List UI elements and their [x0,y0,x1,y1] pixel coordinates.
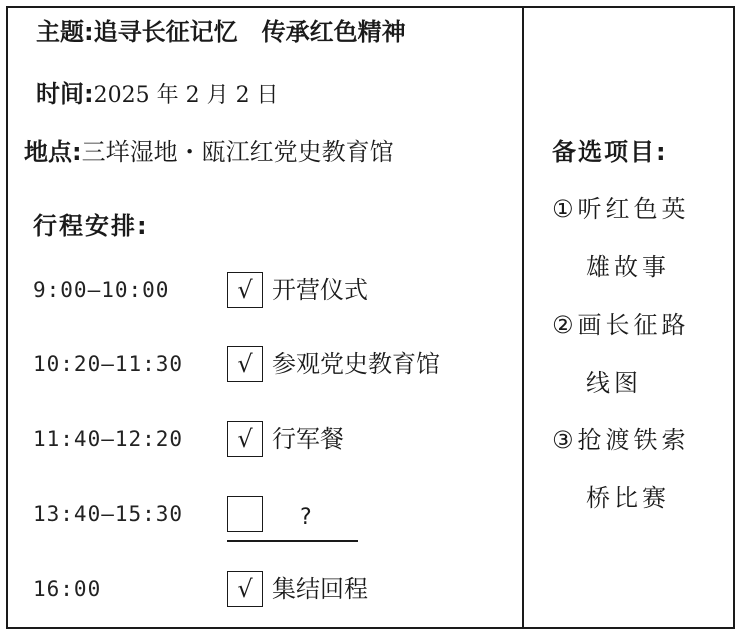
time-label: 时间: [36,80,94,108]
theme-value: 追寻长征记忆 传承红色精神 [93,18,406,46]
place-line [24,136,394,168]
column-divider [522,6,524,629]
schedule-time: 9:00—10:00 [33,278,170,302]
answer-underline [227,540,358,542]
schedule-activity: 开营仪式 [272,276,368,304]
schedule-time: 13:40—15:30 [33,502,184,526]
check-box: √ [227,272,263,308]
check-box: √ [227,571,263,607]
check-box [227,496,263,532]
option-line: ③抢渡铁索 [552,426,690,454]
option-line: ①听红色英 [552,195,690,223]
check-box: √ [227,346,263,382]
time-value: 2025 年 2 月 2 日 [93,83,279,108]
schedule-time: 11:40—12:20 [33,427,184,451]
schedule-activity: 集结回程 [272,575,368,603]
schedule-time: 16:00 [33,577,102,601]
option-line: 桥比赛 [586,484,670,512]
option-line: 线图 [586,369,642,397]
schedule-activity: 参观党史教育馆 [272,350,440,378]
schedule-activity: 行军餐 [272,425,344,453]
time-line [36,78,279,112]
option-line: 雄故事 [586,253,670,281]
schedule-time: 10:20—11:30 [33,352,184,376]
place-label: 地点: [24,138,82,166]
check-box: √ [227,421,263,457]
unknown-activity: ? [300,505,312,530]
options-title: 备选项目: [552,138,668,166]
option-line: ②画长征路 [552,311,690,339]
place-value: 三垟湿地・瓯江红党史教育馆 [81,138,394,166]
schedule-title: 行程安排: [33,212,149,240]
theme-line [36,16,406,48]
theme-label: 主题: [36,18,94,46]
